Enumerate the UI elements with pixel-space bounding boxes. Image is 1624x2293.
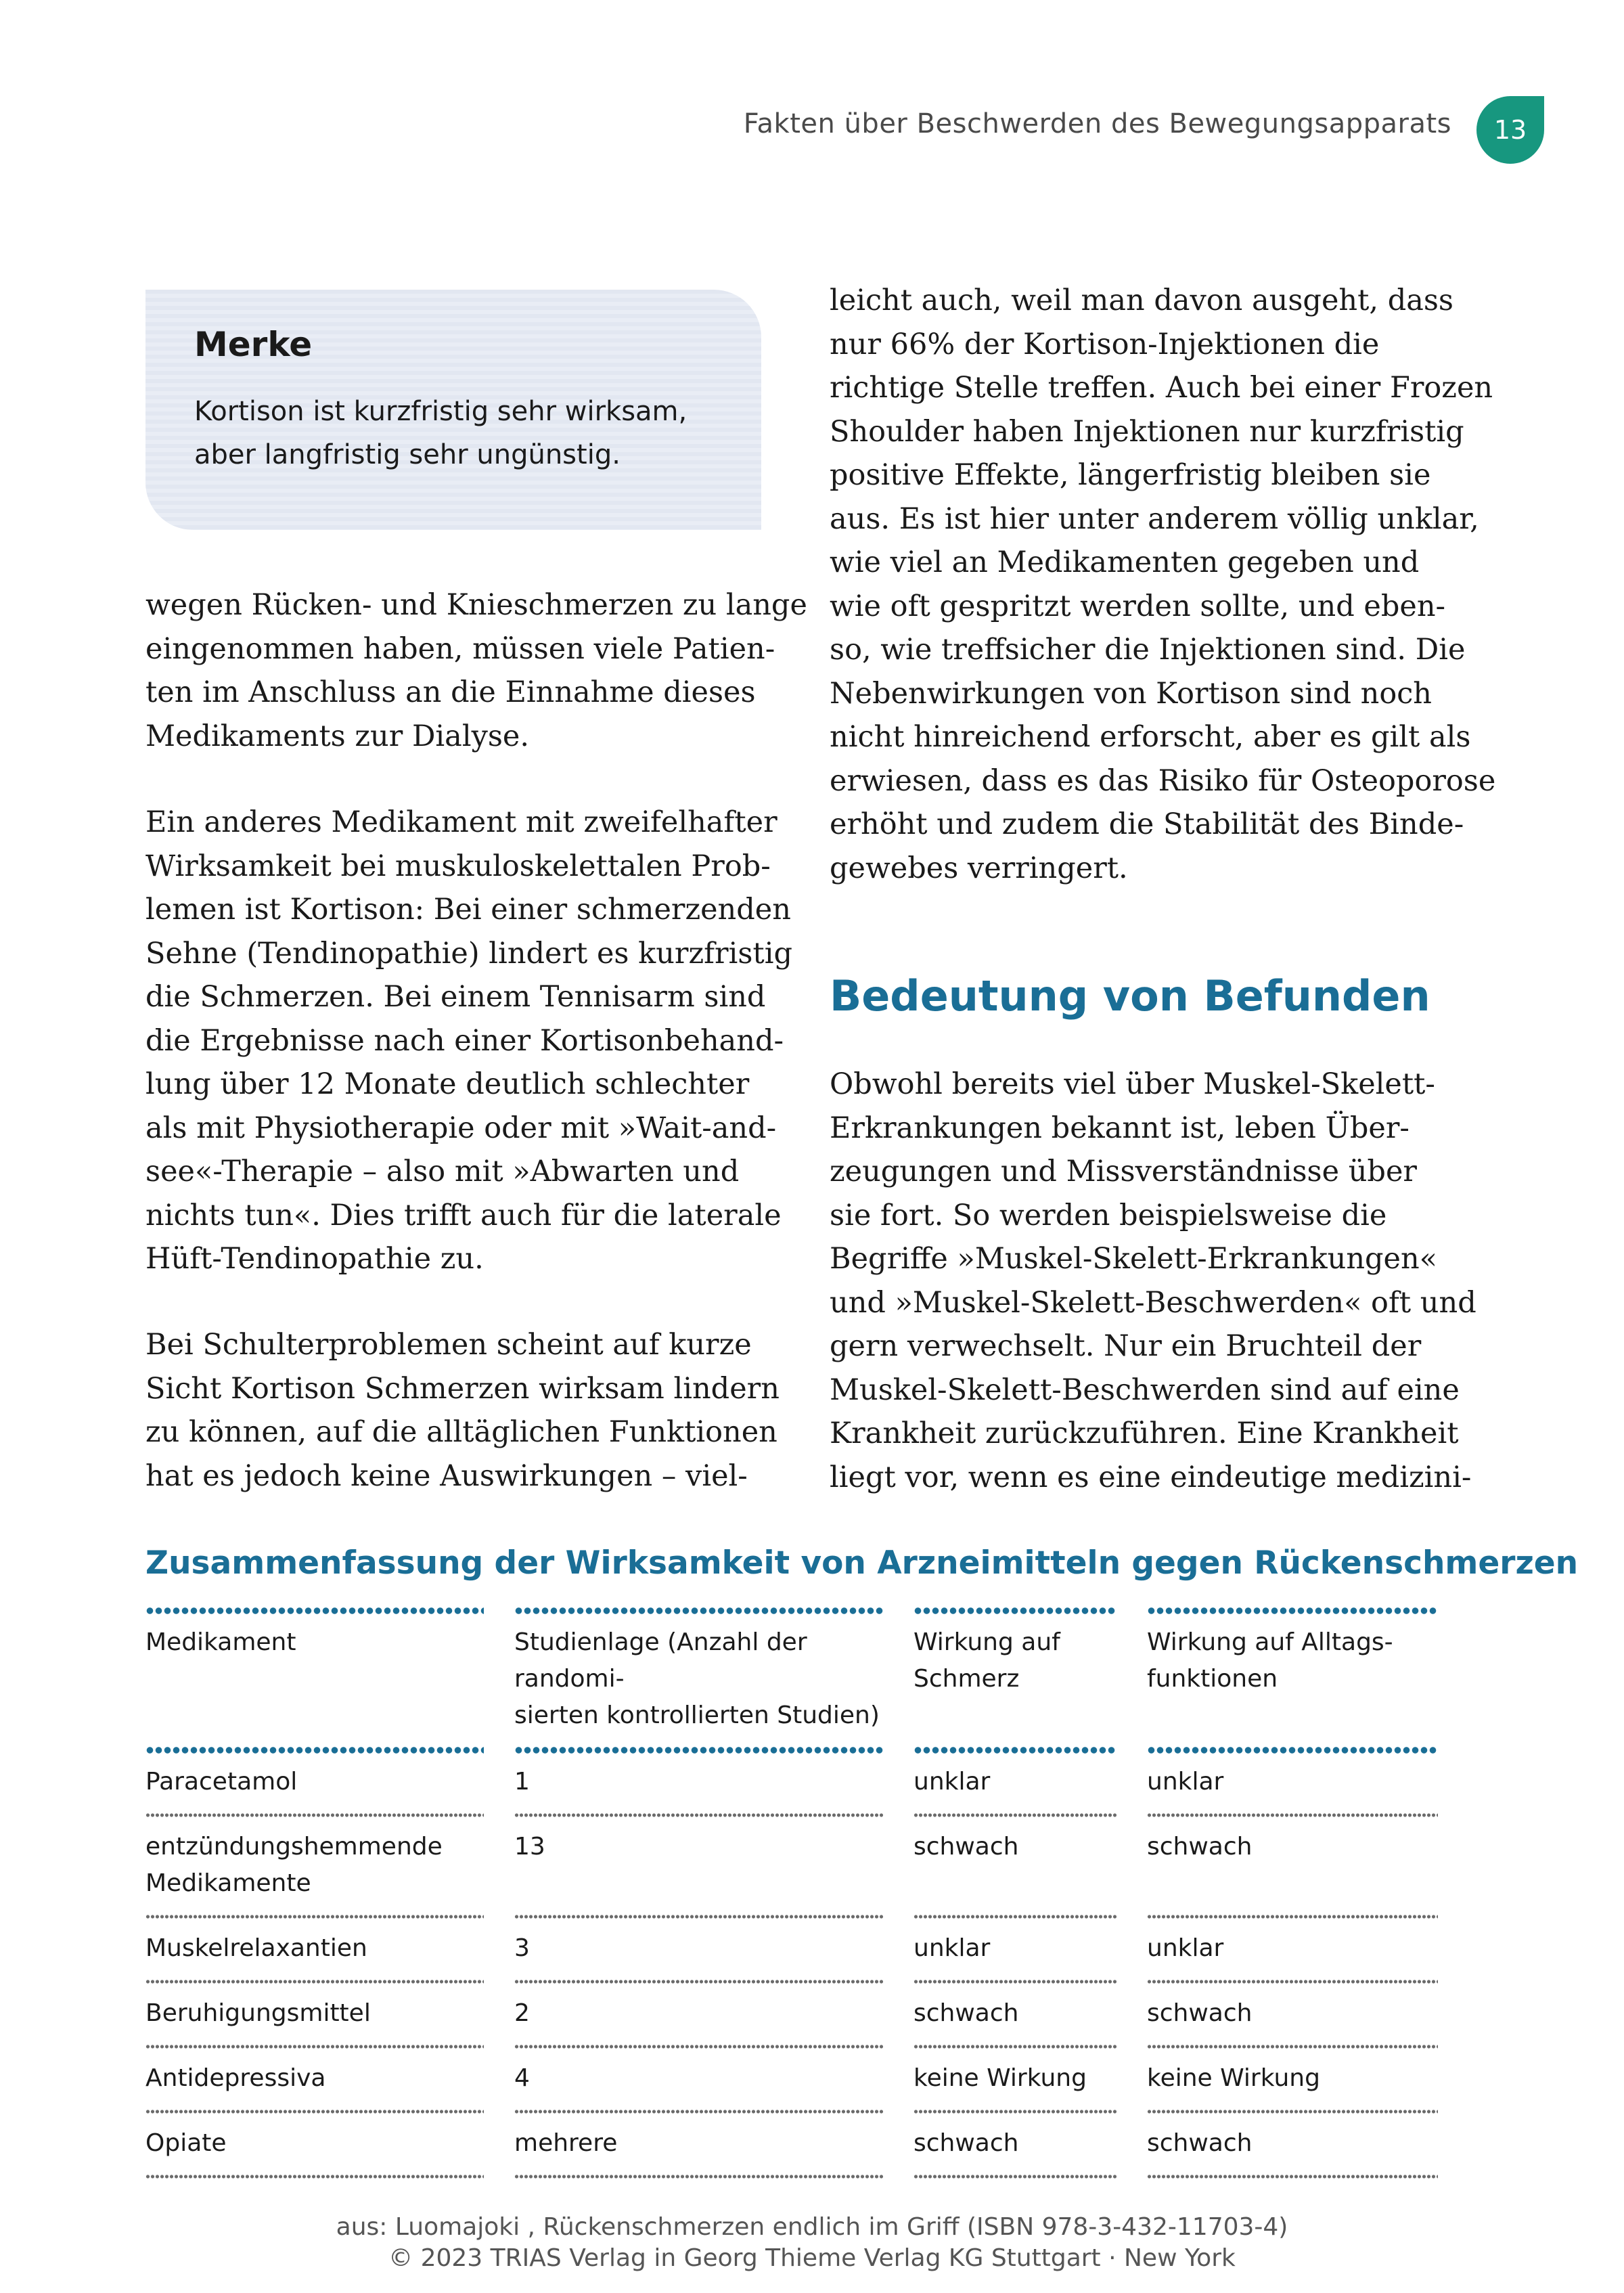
text-line: Erkrankungen bekannt ist, leben Über-	[830, 1111, 1409, 1145]
cell-text: Medikament	[145, 1628, 296, 1656]
text-line: erhöht und zudem die Stabilität des Binde-	[830, 807, 1464, 841]
cell-text: unklar	[1147, 1768, 1224, 1796]
text-line: positive Effekte, längerfristig bleiben sie	[830, 458, 1431, 492]
text-line: gern verwechselt. Nur ein Bruchteil der	[830, 1329, 1422, 1363]
body-paragraph	[145, 583, 807, 758]
footer-copyright-line: © 2023 TRIAS Verlag in Georg Thieme Verlag KG Stuttgart · New York	[388, 2244, 1236, 2272]
text-line: die Ergebnisse nach einer Kortisonbehand-	[145, 1023, 784, 1058]
cell-pain-effect	[914, 1815, 1116, 1917]
cell-text: Wirkung auf Alltags-	[1147, 1628, 1393, 1656]
cell-text: funktionen	[1147, 1665, 1278, 1693]
cell-text: 2	[514, 1999, 530, 2027]
text-line: Begriffe »Muskel-Skelett-Erkrankungen«	[830, 1242, 1437, 1276]
body-paragraph	[145, 1323, 788, 1498]
text-line: lemen ist Kortison: Bei einer schmerzenden	[145, 893, 791, 927]
cell-text: schwach	[914, 1999, 1019, 2027]
table-row	[145, 1750, 1451, 1815]
text-line: so, wie treffsicher die Injektionen sind. Die	[830, 633, 1466, 667]
cell-study-count	[514, 1917, 883, 1982]
cell-medication	[145, 2047, 484, 2112]
cell-daily-function-effect	[1147, 1815, 1438, 1917]
text-line: hat es jedoch keine Auswirkungen – viel-	[145, 1459, 748, 1493]
cell-text: schwach	[914, 1833, 1019, 1861]
cell-text: 1	[514, 1768, 530, 1796]
table-row	[145, 1917, 1451, 1982]
text-line: aus. Es ist hier unter anderem völlig unklar,	[830, 502, 1479, 536]
cell-text: schwach	[1147, 1833, 1253, 1861]
text-line: eingenommen haben, müssen viele Patien-	[145, 631, 775, 666]
cell-pain-effect	[914, 1982, 1116, 2047]
cell-text: keine Wirkung	[914, 2064, 1087, 2092]
text-line: see«-Therapie – also mit »Abwarten und	[145, 1155, 740, 1188]
cell-medication	[145, 1917, 484, 1982]
table-header-row	[145, 1611, 1451, 1750]
merke-text	[194, 390, 761, 476]
merke-line: Kortison ist kurzfristig sehr wirksam,	[194, 396, 687, 427]
text-line: richtige Stelle treffen. Auch bei einer Frozen	[830, 371, 1493, 405]
text-line: Wirksamkeit bei muskuloskelettalen Prob-	[145, 849, 771, 883]
text-line: als mit Physiotherapie oder mit »Wait-and-	[145, 1111, 777, 1145]
text-line: zu können, auf die alltäglichen Funktionen	[145, 1415, 777, 1449]
cell-medication	[145, 1982, 484, 2047]
cell-text: schwach	[1147, 2129, 1253, 2157]
cell-text: unklar	[1147, 1934, 1224, 1962]
table-row	[145, 1982, 1451, 2047]
footer-source-line: aus: Luomajoki , Rückenschmerzen endlich im Griff (ISBN 978-3-432-11703-4)	[336, 2213, 1288, 2241]
cell-text: 13	[514, 1833, 545, 1861]
table-title: Zusammenfassung der Wirksamkeit von Arzneimitteln gegen Rückenschmerzen	[145, 1544, 1579, 1582]
cell-pain-effect	[914, 2112, 1116, 2177]
text-line: wie oft gespritzt werden sollte, und eben-	[830, 589, 1446, 623]
cell-text: sierten kontrollierten Studien)	[514, 1701, 880, 1729]
cell-text: Muskelrelaxantien	[145, 1934, 367, 1962]
cell-text: mehrere	[514, 2129, 618, 2157]
header-cell-daily-function-effect	[1147, 1611, 1438, 1750]
cell-text: Antidepressiva	[145, 2064, 326, 2092]
cell-daily-function-effect	[1147, 2112, 1438, 2177]
cell-study-count	[514, 2112, 883, 2177]
cell-text: Schmerz	[914, 1665, 1020, 1693]
text-line: ten im Anschluss an die Einnahme dieses	[145, 675, 756, 709]
text-line: liegt vor, wenn es eine eindeutige medizini-	[830, 1460, 1472, 1494]
header-cell-medication	[145, 1611, 484, 1750]
text-line: Ein anderes Medikament mit zweifelhafter	[145, 805, 777, 839]
cell-medication	[145, 2112, 484, 2177]
cell-text: keine Wirkung	[1147, 2064, 1320, 2092]
page-number-badge: 13	[1476, 96, 1544, 164]
text-line: Sehne (Tendinopathie) lindert es kurzfristig	[145, 936, 792, 971]
cell-daily-function-effect	[1147, 1750, 1438, 1815]
text-line: Shoulder haben Injektionen nur kurzfristig	[830, 414, 1464, 449]
merke-title: Merke	[194, 325, 313, 364]
cell-medication	[145, 1750, 484, 1815]
cell-pain-effect	[914, 1750, 1116, 1815]
section-heading: Bedeutung von Befunden	[830, 971, 1430, 1021]
text-line: Medikaments zur Dialyse.	[145, 719, 530, 753]
table-row	[145, 2112, 1451, 2177]
merke-callout-box	[145, 290, 761, 530]
cell-study-count	[514, 1982, 883, 2047]
text-line: die Schmerzen. Bei einem Tennisarm sind	[145, 980, 766, 1014]
merke-line: aber langfristig sehr ungünstig.	[194, 439, 621, 470]
cell-daily-function-effect	[1147, 2047, 1438, 2112]
table-row	[145, 1815, 1451, 1917]
cell-text: 3	[514, 1934, 530, 1962]
header-cell-study-count	[514, 1611, 883, 1750]
text-line: Sicht Kortison Schmerzen wirksam lindern	[145, 1371, 780, 1406]
cell-study-count	[514, 2047, 883, 2112]
text-line: leicht auch, weil man davon ausgeht, dass	[830, 284, 1454, 317]
cell-text: Wirkung auf	[914, 1628, 1060, 1656]
text-line: nichts tun«. Dies trifft auch für die laterale	[145, 1198, 782, 1232]
cell-text: 4	[514, 2064, 530, 2092]
text-line: nicht hinreichend erforscht, aber es gilt als	[830, 720, 1471, 754]
text-line: lung über 12 Monate deutlich schlechter	[145, 1067, 750, 1101]
text-line: nur 66% der Kortison-Injektionen die	[830, 327, 1380, 361]
cell-text: Paracetamol	[145, 1768, 298, 1796]
cell-text: Studienlage (Anzahl der randomi-	[514, 1628, 807, 1693]
cell-medication	[145, 1815, 484, 1917]
cell-text: schwach	[1147, 1999, 1253, 2027]
body-paragraph	[145, 801, 792, 1281]
text-line: sie fort. So werden beispielsweise die	[830, 1198, 1387, 1232]
cell-study-count	[514, 1815, 883, 1917]
text-line: wie viel an Medikamenten gegeben und	[830, 546, 1420, 579]
cell-text: Opiate	[145, 2129, 227, 2157]
text-line: Obwohl bereits viel über Muskel-Skelett-	[830, 1067, 1435, 1101]
text-line: erwiesen, dass es das Risiko für Osteoporose	[830, 763, 1496, 798]
cell-daily-function-effect	[1147, 1917, 1438, 1982]
cell-study-count	[514, 1750, 883, 1815]
text-line: Krankheit zurückzuführen. Eine Krankheit	[830, 1417, 1459, 1450]
text-line: Nebenwirkungen von Kortison sind noch	[830, 676, 1433, 711]
cell-text: Beruhigungsmittel	[145, 1999, 371, 2027]
table-row	[145, 2047, 1451, 2112]
text-line: gewebes verringert.	[830, 851, 1128, 885]
cell-text: Medikamente	[145, 1869, 311, 1897]
text-line: Muskel-Skelett-Beschwerden sind auf eine	[830, 1373, 1460, 1407]
cell-daily-function-effect	[1147, 1982, 1438, 2047]
text-line: Hüft-Tendinopathie zu.	[145, 1242, 484, 1276]
text-line: wegen Rücken- und Knieschmerzen zu lange	[145, 588, 807, 622]
medication-effectiveness-table	[145, 1611, 1451, 2177]
text-line: und »Muskel-Skelett-Beschwerden« oft und	[830, 1285, 1476, 1320]
body-paragraph	[830, 1063, 1476, 1499]
source-footer	[0, 2212, 1624, 2274]
cell-pain-effect	[914, 1917, 1116, 1982]
running-header-title: Fakten über Beschwerden des Bewegungsapparats	[743, 108, 1451, 139]
body-paragraph	[830, 279, 1496, 890]
cell-text: schwach	[914, 2129, 1019, 2157]
header-cell-pain-effect	[914, 1611, 1116, 1750]
cell-text: unklar	[914, 1934, 991, 1962]
cell-text: unklar	[914, 1768, 991, 1796]
text-line: Bei Schulterproblemen scheint auf kurze	[145, 1328, 752, 1362]
cell-text: entzündungshemmende	[145, 1833, 443, 1861]
cell-pain-effect	[914, 2047, 1116, 2112]
text-line: zeugungen und Missverständnisse über	[830, 1155, 1417, 1188]
